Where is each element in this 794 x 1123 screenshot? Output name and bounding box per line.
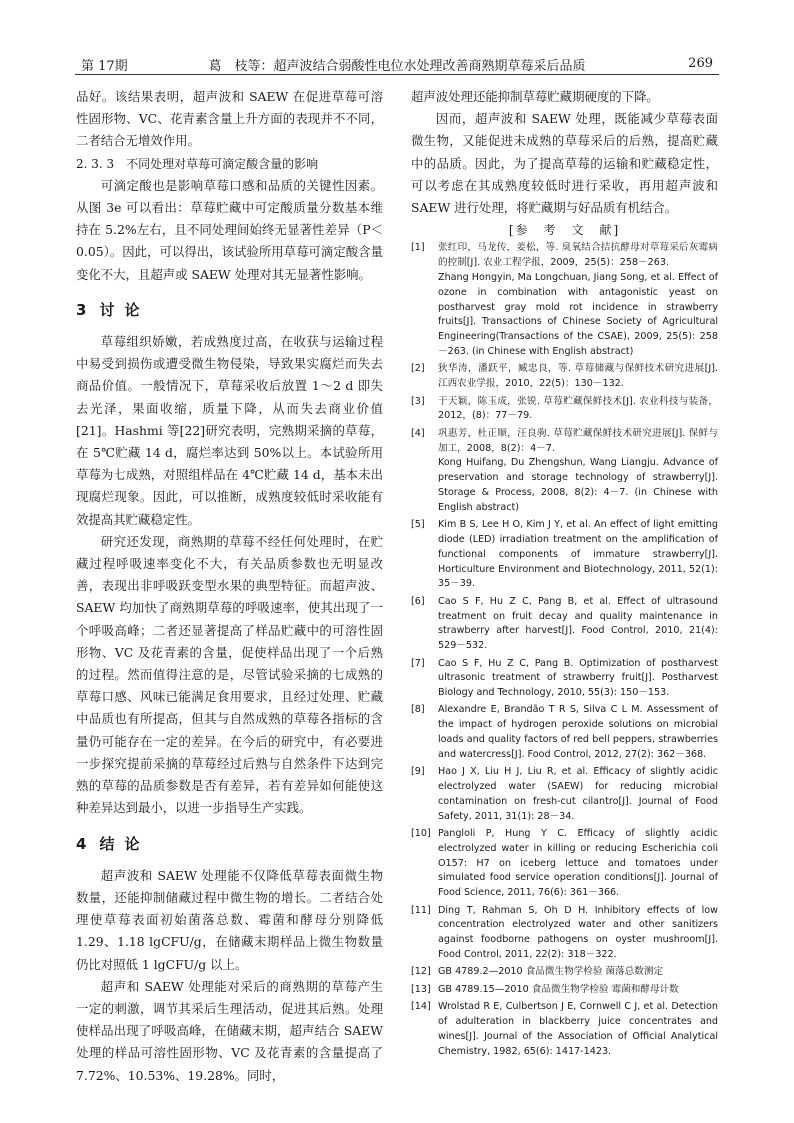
- final-paragraph: 因而，超声波和 SAEW 处理，既能减少草莓表面微生物，又能促进未成熟的草莓采后的后熟，提高贮藏中的品质。因此，为了提高草莓的运输和贮藏稳定性，可以考虑在其成熟度较低时进行采收，再用超声波和 SAEW 进行处理，将贮藏期与好品质有机结合。: [411, 111, 718, 216]
- reference-number: [4]: [411, 427, 425, 439]
- reference-item: [411, 765, 718, 824]
- reference-text: [438, 518, 718, 592]
- reference-line: 狄华涛，潘跃平，臧忠良，等. 草莓储藏与保鲜技术研究进展[J]. 江西农业学报，2010，22(5)：130－132.: [438, 363, 718, 390]
- reference-text: [438, 595, 718, 654]
- reference-number: [5]: [411, 519, 425, 531]
- reference-number: [13]: [411, 983, 431, 995]
- reference-text: [438, 904, 718, 963]
- reference-line: Kong Huifang, Du Zhengshun, Wang Liangju. Advance of preservation and storage technology of strawberry[J]. Storage & Process, 2008, 8(2): 4－7. (in Chinese with English abstract): [438, 457, 718, 513]
- reference-item: [411, 395, 718, 425]
- reference-number: [3]: [411, 395, 425, 407]
- reference-line: 于天颖，陈玉成，张锐. 草莓贮藏保鲜技术[J]. 农业科技与装备，2012，(8)：77－79.: [438, 395, 718, 422]
- reference-text: [438, 362, 718, 392]
- reference-item: [411, 1000, 718, 1059]
- section-number: 3: [76, 300, 88, 319]
- reference-number: [8]: [411, 704, 425, 716]
- intro-paragraph: 品好。该结果表明，超声波和 SAEW 在促进草莓可溶性固形物、VC、花青素含量上升方面的表现并不不同，二者结合无增效作用。: [76, 89, 383, 149]
- reference-text: [438, 241, 718, 359]
- reference-text: [438, 827, 718, 901]
- header-rule: [75, 74, 719, 75]
- reference-item: [411, 904, 718, 963]
- reference-item: [411, 965, 718, 980]
- discussion-paragraph-2: 研究还发现，商熟期的草莓不经任何处理时，在贮藏过程呼吸速率变化不大，有关品质参数也无明显改善，表现出非呼吸跃变型水果的典型特征。而超声波、SAEW 均加快了商熟期草莓的呼吸速率，使其出现了一个呼吸高峰；二者还显著提高了样品贮藏中的可溶性固形物、VC 及花青素的含量，促使样品出现了一个后熟的过程。然而值得注意的是，尽管试验采摘的七成熟的草莓口感、风味已能满足食用要求，且经过处理、贮藏中品质也有所提高，但其与自然成熟的草莓各指标的含量仍可能存在一定的差异。在今后的研究中，有必要进一步探究提前采摘的草莓经过后熟与自然条件下达到完熟的草莓的品质参数是否有差异，若有差异如何能使这种差异达到最小，以进一步指导生产实践。: [76, 533, 383, 816]
- section-number: 4: [76, 834, 88, 853]
- reference-line: 巩惠芳，杜正顺，汪良驹. 草莓贮藏保鲜技术研究进展[J]. 保鲜与加工，2008，8(2)：4－7.: [438, 427, 718, 454]
- reference-item: [411, 241, 718, 359]
- reference-line: Zhang Hongyin, Ma Longchuan, Jiang Song, et al. Effect of ozone in combination with antagonistic yeast on postharvest gray mold rot incidence in strawberry fruits[J]. Transactions of Chinese Society of Agricultural Engineering(Transactions of the CSAE), 2009, 25(5): 258－263. (in Chinese with English abstract): [438, 272, 718, 357]
- reference-line: Cao S F, Hu Z C, Pang B, et al. Effect of ultrasound treatment on fruit decay and quality maintenance in strawberry after harvest[J]. Food Control, 2010, 21(4): 529－532.: [438, 595, 718, 652]
- reference-line: Pangloli P, Hung Y C. Efficacy of slightly acidic electrolyzed water in killing or reducing Escherichia coli O157: H7 on iceberg lettuce and tomatoes under simulated food service operation conditions[J]. Journal of Food Science, 2011, 76(6): 361－366.: [438, 828, 718, 899]
- reference-number: [7]: [411, 657, 425, 669]
- section-title: 结论: [99, 834, 150, 853]
- reference-item: [411, 427, 718, 516]
- page-number: 269: [688, 56, 713, 71]
- reference-number: [1]: [411, 242, 425, 254]
- issue-label: 第 17期: [81, 59, 128, 74]
- section-title: 讨论: [99, 300, 150, 319]
- reference-text: [438, 427, 718, 516]
- reference-text: [438, 657, 718, 701]
- subsection-heading-2-3-3: 2. 3. 3 不同处理对草莓可滴定酸含量的影响: [76, 156, 319, 171]
- reference-item: [411, 595, 718, 654]
- right-column: [411, 86, 718, 1062]
- running-title: 葛 枝等：超声波结合弱酸性电位水处理改善商熟期草莓采后品质: [208, 59, 586, 74]
- reference-item: [411, 827, 718, 901]
- reference-line: Cao S F, Hu Z C, Pang B. Optimization of postharvest ultrasonic treatment of strawberry fruit[J]. Postharvest Biology and Technology, 2010, 55(3): 150－153.: [438, 657, 718, 699]
- reference-number: [12]: [411, 966, 431, 978]
- reference-number: [14]: [411, 1001, 431, 1013]
- reference-line: 张红印，马龙传，姜松，等. 臭氧结合拮抗酵母对草莓采后灰霉病的控制[J]. 农业工程学报，2009，25(5)：258－263.: [438, 242, 718, 269]
- reference-line: Wrolstad R E, Culbertson J E, Cornwell C J, et al. Detection of adulteration in blackberry juice concentrates and wines[J]. Journal of the Association of Official Analytical Chemistry, 1982, 65(6): 1417-1423.: [438, 1001, 718, 1057]
- reference-text: [438, 703, 718, 762]
- reference-item: [411, 362, 718, 392]
- reference-item: [411, 657, 718, 701]
- reference-line: GB 4789.2—2010 食品微生物学检验 菌落总数测定: [438, 966, 664, 978]
- section-heading-conclusion: [76, 833, 383, 855]
- reference-number: [10]: [411, 828, 431, 840]
- section-heading-discussion: [76, 299, 383, 321]
- reference-item: [411, 518, 718, 592]
- reference-number: [2]: [411, 363, 425, 375]
- references-heading: [参 考 文 献]: [508, 223, 621, 238]
- reference-number: [6]: [411, 595, 425, 607]
- reference-line: GB 4789.15—2010 食品微生物学检验 霉菌和酵母计数: [438, 983, 679, 995]
- reference-line: Kim B S, Lee H O, Kim J Y, et al. An effect of light emitting diode (LED) irradiation treatment on the amplification of functional components of immature strawberry[J]. Horticulture Environment and Biotechnology, 2011, 52(1): 35－39.: [438, 519, 718, 590]
- conclusion-paragraph-1: 超声波和 SAEW 处理能不仅降低草莓表面微生物数量，还能抑制储藏过程中微生物的增长。二者结合处理使草莓表面初始菌落总数、霉菌和酵母分别降低 1.29、1.18 lgCFU/g，在储藏末期样品上微生物数量仍比对照低 1 lgCFU/g 以上。: [76, 867, 383, 972]
- reference-item: [411, 983, 718, 998]
- reference-text: [438, 395, 718, 425]
- reference-line: Ding T, Rahman S, Oh D H. Inhibitory effects of low concentration electrolyzed water and other sanitizers against foodborne pathogens on oyster mushroom[J]. Food Control, 2011, 22(2): 318－322.: [438, 904, 718, 961]
- reference-number: [9]: [411, 766, 425, 778]
- reference-text: [438, 983, 718, 998]
- continuation-paragraph: 超声波处理还能抑制草莓贮藏期硬度的下降。: [411, 89, 659, 104]
- reference-list: [411, 241, 718, 1059]
- acid-paragraph: 可滴定酸也是影响草莓口感和品质的关键性因素。从图 3e 可以看出：草莓贮藏中可定酸质量分数基本维持在 5.2%左右，且不同处理间始终无显著性差异（P＜0.05）。因此，可以得出，该试验所用草莓可滴定酸含量变化不大，且超声或 SAEW 处理对其无显著性影响。: [76, 177, 383, 282]
- reference-line: Hao J X, Liu H J, Liu R, et al. Efficacy of slightly acidic electrolyzed water (SAEW) for reducing microbial contamination on fresh-cut cilantro[J]. Journal of Food Safety, 2011, 31(1): 28－34.: [438, 766, 718, 822]
- reference-item: [411, 703, 718, 762]
- conclusion-paragraph-2: 超声和 SAEW 处理能对采后的商熟期的草莓产生一定的刺激，调节其采后生理活动，促进其后熟。处理使样品出现了呼吸高峰，在储藏末期，超声结合 SAEW 处理的样品可溶性固形物、VC 及花青素的含量提高了 7.72%、10.53%、19.28%。同时，: [76, 978, 383, 1083]
- left-column: [76, 86, 383, 1087]
- reference-text: [438, 1000, 718, 1059]
- running-header: [75, 52, 719, 74]
- reference-line: Alexandre E, Brandão T R S, Silva C L M. Assessment of the impact of hydrogen peroxide solutions on microbial loads and quality factors of red bell peppers, strawberries and watercress[J]. Food Control, 2012, 27(2): 362－368.: [438, 704, 718, 760]
- discussion-paragraph-1: 草莓组织娇嫩，若成熟度过高，在收获与运输过程中易受到损伤或遭受微生物侵染，导致果实腐烂而失去商品价值。一般情况下，草莓采收后放置 1～2 d 即失去光泽，果面收缩，质量下降，从而失去商业价值[21]。Hashmi 等[22]研究表明，完熟期采摘的草莓，在 5℃贮藏 14 d，腐烂率达到 50%以上。本试验所用草莓为七成熟，对照组样品在 4℃贮藏 14 d，基本未出现腐烂现象。因此，可以推断，成熟度较低时采收能有效提高其贮藏稳定性。: [76, 334, 383, 527]
- reference-number: [11]: [411, 904, 431, 916]
- reference-text: [438, 965, 718, 980]
- reference-text: [438, 765, 718, 824]
